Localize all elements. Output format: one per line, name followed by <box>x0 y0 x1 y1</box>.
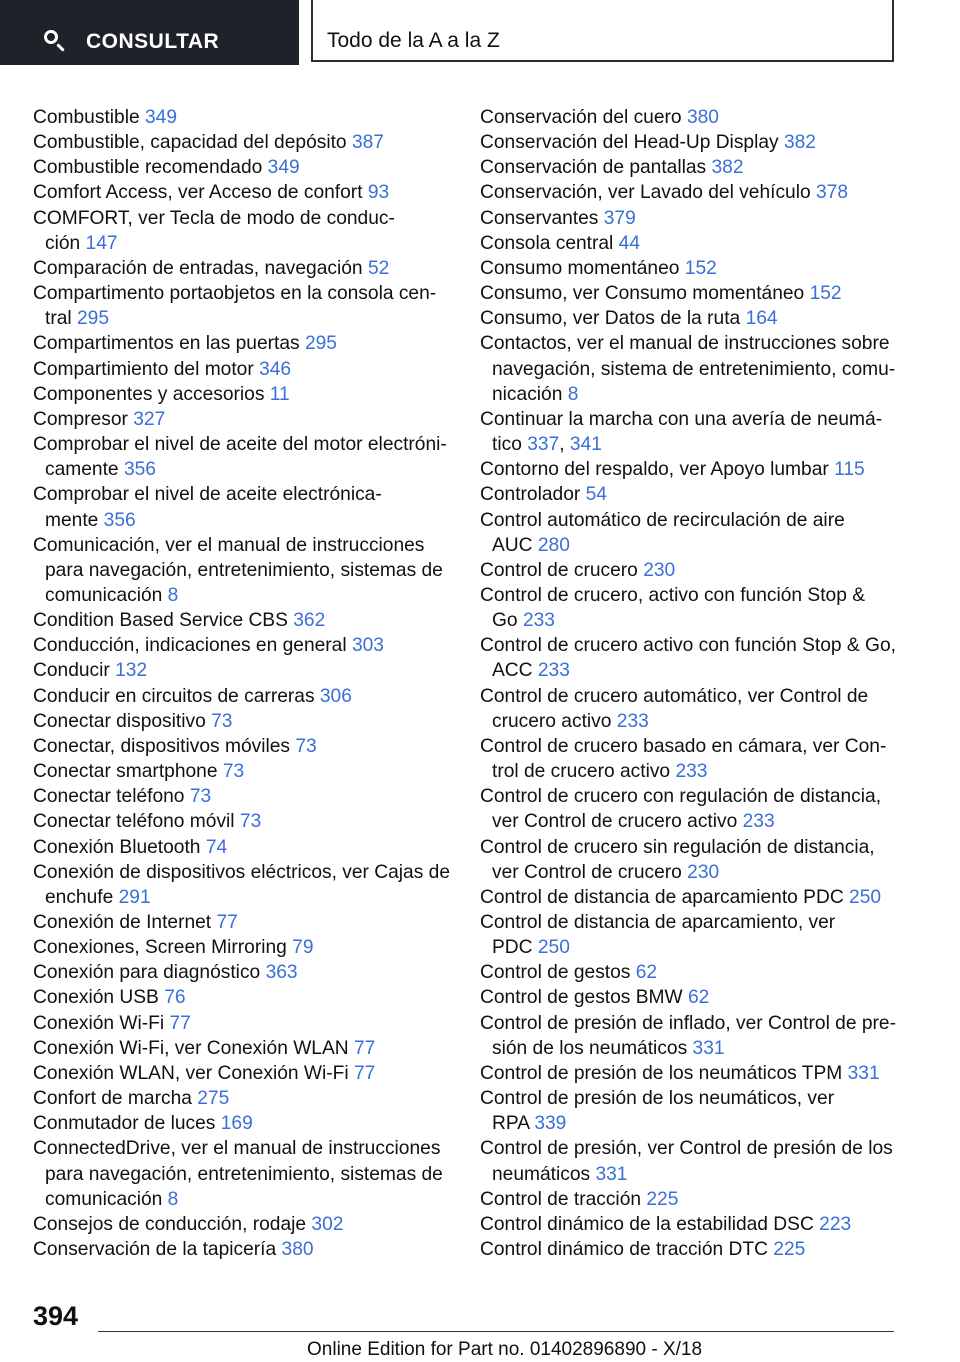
page-reference-link[interactable]: 230 <box>687 861 720 883</box>
index-entry <box>33 1136 453 1211</box>
index-entry <box>33 1061 453 1086</box>
index-entry-text: ver Control de crucero <box>492 861 682 883</box>
page-reference-link[interactable]: 147 <box>85 232 118 254</box>
page-reference-link[interactable]: 380 <box>686 107 719 128</box>
page-reference-link[interactable]: 331 <box>692 1037 725 1059</box>
page-reference-link[interactable]: 346 <box>259 358 292 380</box>
index-entry-text: comunicación <box>45 584 163 606</box>
page-reference-link[interactable]: 62 <box>687 987 710 1009</box>
page-reference-link[interactable]: 378 <box>816 182 849 204</box>
index-entry <box>33 860 453 910</box>
index-entry-text: Conservación del Head-Up Display <box>480 132 779 154</box>
index-entry <box>480 281 900 306</box>
index-entry <box>480 1136 900 1186</box>
index-entry-text: Conexión Bluetooth <box>33 836 201 858</box>
header-title-box <box>311 0 894 62</box>
index-entry <box>480 130 900 155</box>
search-icon <box>44 30 58 44</box>
index-entry-text: Conservación de la tapicería <box>33 1239 277 1261</box>
page-reference-link[interactable]: 73 <box>189 786 212 808</box>
page-reference-link[interactable]: 331 <box>847 1062 880 1084</box>
index-entry <box>33 709 453 734</box>
page-reference-link[interactable]: 115 <box>834 459 865 481</box>
index-entry <box>33 784 453 809</box>
index-entry-text: Control dinámico de tracción DTC <box>480 1239 768 1261</box>
page-reference-link[interactable]: 302 <box>311 1213 344 1235</box>
index-entry <box>480 583 900 633</box>
index-entry-text: Componentes y accesorios <box>33 383 265 405</box>
index-entry-text: Control de distancia de aparcamiento PDC <box>480 886 844 908</box>
index-entry-text: Control de crucero, activo con función Stop & <box>480 584 866 606</box>
index-entry <box>480 558 900 583</box>
index-entry-text: Control de crucero automático, ver Control de <box>480 685 869 707</box>
index-entry-text: Conexión de Internet <box>33 912 212 933</box>
page-reference-link[interactable]: 77 <box>353 1037 376 1059</box>
index-entry <box>33 482 453 532</box>
index-entry-text: Conexión para diagnóstico <box>33 962 261 984</box>
page-reference-link[interactable]: 306 <box>319 685 352 707</box>
index-entry <box>480 910 900 960</box>
page-reference-link[interactable]: 230 <box>643 559 676 581</box>
index-entry-text: Conservación, ver Lavado del vehículo <box>480 182 811 204</box>
index-entry-text: Consejos de conducción, rodaje <box>33 1213 307 1235</box>
index-entry-text: Condition Based Service CBS <box>33 610 288 632</box>
index-entry-text: Conducir <box>33 660 110 682</box>
index-entry-text: Control de crucero basado en cámara, ver Con- <box>480 735 887 757</box>
index-entry <box>480 256 900 281</box>
index-entry-text: Conectar dispositivo <box>33 710 206 732</box>
page-reference-link[interactable]: 233 <box>675 761 708 783</box>
index-entry-text: RPA <box>492 1113 529 1135</box>
index-entry <box>33 633 453 658</box>
index-entry-text: Control de presión de los neumáticos, ver <box>480 1088 835 1110</box>
index-entry-text: Control de distancia de aparcamiento, ver <box>480 912 836 933</box>
index-entry <box>480 1086 900 1136</box>
page-title: Todo de la A a la Z <box>327 29 500 52</box>
index-entry-text: Controlador <box>480 484 581 506</box>
index-entry-text: Comparación de entradas, navegación <box>33 257 363 279</box>
index-entry <box>33 256 453 281</box>
index-entry-text: Compartimiento del motor <box>33 358 254 380</box>
index-entry <box>33 985 453 1010</box>
index-entry <box>33 130 453 155</box>
index-entry <box>480 155 900 180</box>
index-entry-text: sión de los neumáticos <box>492 1037 688 1059</box>
index-entry-text: camente <box>45 459 119 481</box>
index-entry-text: ción <box>45 232 81 254</box>
index-entry <box>33 331 453 356</box>
index-entry <box>480 1237 900 1262</box>
index-entry <box>480 105 900 130</box>
page-reference-link[interactable]: 341 <box>569 434 602 456</box>
page-reference-link[interactable]: 387 <box>351 132 384 154</box>
index-entry-text: Control de gestos BMW <box>480 987 683 1009</box>
index-entry-text: Control de crucero activo con función Stop & Go, <box>480 635 896 657</box>
index-entry-text: Control de crucero con regulación de distancia, <box>480 786 882 808</box>
index-entry-text: trol de crucero activo <box>492 761 671 783</box>
index-entry-text: para navegación, entretenimiento, sistemas de <box>45 1163 443 1185</box>
index-entry <box>33 910 453 935</box>
index-entry-text: Conducir en circuitos de carreras <box>33 685 315 707</box>
index-entry-text: Conectar, dispositivos móviles <box>33 735 291 757</box>
page-reference-link[interactable]: 73 <box>222 761 245 783</box>
page-reference-link[interactable]: 339 <box>534 1113 567 1135</box>
page-reference-link[interactable]: 356 <box>123 459 156 481</box>
index-entry-text: Combustible <box>33 107 140 128</box>
page-reference-link[interactable]: 349 <box>267 157 300 179</box>
index-entry <box>480 1011 900 1061</box>
index-entry-text: Consumo momentáneo <box>480 257 680 279</box>
index-entry-text: Compartimentos en las puertas <box>33 333 300 355</box>
page-reference-link[interactable]: 76 <box>164 987 186 1009</box>
index-entry <box>480 1187 900 1212</box>
index-entry-text: Control de presión, ver Control de presión de los <box>480 1138 893 1160</box>
index-entry <box>480 835 900 885</box>
index-entry <box>33 432 453 482</box>
index-entry-text: Compresor <box>33 408 128 430</box>
page-reference-link[interactable]: 164 <box>745 308 778 330</box>
page-reference-link[interactable]: 132 <box>115 660 148 682</box>
header-section-tab[interactable] <box>0 0 299 65</box>
index-entry <box>33 1111 453 1136</box>
index-entry <box>480 508 900 558</box>
page-reference-link[interactable]: 8 <box>167 1188 179 1210</box>
index-entry <box>480 231 900 256</box>
index-entry-text: Conexión USB <box>33 987 159 1009</box>
index-entry-text: mente <box>45 509 99 531</box>
index-entry-text: para navegación, entretenimiento, sistemas de <box>45 559 443 581</box>
index-entry-text: comunicación <box>45 1188 163 1210</box>
index-entry-text: AUC <box>492 534 533 556</box>
page-reference-link[interactable]: 275 <box>197 1088 230 1110</box>
index-entry <box>480 180 900 205</box>
index-entry-text: Conectar smartphone <box>33 761 218 783</box>
index-entry <box>33 960 453 985</box>
index-entry-text: Control de presión de los neumáticos TPM <box>480 1062 843 1084</box>
index-entry <box>33 809 453 834</box>
page-number: 394 <box>33 1301 79 1331</box>
index-entry-text: Conservación del cuero <box>480 107 682 128</box>
index-entry <box>33 357 453 382</box>
index-entry-text: Contorno del respaldo, ver Apoyo lumbar <box>480 459 829 481</box>
page-reference-link[interactable]: 379 <box>603 207 636 229</box>
page-reference-link[interactable]: 169 <box>220 1113 253 1135</box>
page-reference-link[interactable]: 77 <box>353 1062 376 1084</box>
index-entry <box>33 1237 453 1262</box>
page-reference-link[interactable]: 356 <box>103 509 136 531</box>
index-entry-text: ConnectedDrive, ver el manual de instrucciones <box>33 1138 441 1160</box>
index-entry-text: Conexiones, Screen Mirroring <box>33 937 287 959</box>
index-entry-text: ver Control de crucero activo <box>492 811 738 833</box>
index-entry-text: ACC <box>492 660 533 682</box>
index-entry <box>480 784 900 834</box>
index-entry-text: Comprobar el nivel de aceite electrónica- <box>33 484 382 506</box>
page-reference-link[interactable]: 8 <box>167 584 179 606</box>
index-entry <box>33 759 453 784</box>
index-entry-text: Continuar la marcha con una avería de neumá- <box>480 408 883 430</box>
page-reference-link[interactable]: 382 <box>711 157 744 179</box>
page-reference-link[interactable]: 250 <box>849 886 882 908</box>
index-entry-text: Consumo, ver Consumo momentáneo <box>480 283 805 305</box>
index-entry <box>33 533 453 608</box>
index-entry-text: Consumo, ver Datos de la ruta <box>480 308 741 330</box>
page-reference-link[interactable]: 295 <box>77 308 110 330</box>
page-reference-link[interactable]: 77 <box>216 912 238 933</box>
page-reference-link[interactable]: 233 <box>616 710 649 732</box>
page-reference-link[interactable]: 74 <box>205 836 228 858</box>
index-entry-text: Conservación de pantallas <box>480 157 707 179</box>
page-reference-link[interactable]: 73 <box>239 811 262 833</box>
page-reference-link[interactable]: 362 <box>293 610 326 632</box>
page-reference-link[interactable]: 8 <box>567 383 579 405</box>
page-reference-link[interactable]: 52 <box>367 257 390 279</box>
index-entry <box>33 684 453 709</box>
index-entry-text: Conectar teléfono móvil <box>33 811 235 833</box>
page-reference-link[interactable]: 380 <box>281 1239 314 1261</box>
index-entry-text: Confort de marcha <box>33 1088 192 1110</box>
index-entry-text: Conexión de dispositivos eléctricos, ver Cajas de <box>33 861 451 883</box>
page-reference-link[interactable]: 93 <box>367 182 390 204</box>
index-entry-text: neumáticos <box>492 1163 591 1185</box>
index-entry <box>33 382 453 407</box>
index-entry-text: Go <box>492 610 518 632</box>
page-reference-link[interactable]: 225 <box>646 1188 679 1210</box>
index-entry <box>33 835 453 860</box>
index-entry-text: Conexión Wi-Fi <box>33 1012 165 1034</box>
index-entry-text: nicación <box>492 383 563 405</box>
index-column-left <box>33 105 453 1262</box>
index-entry-text: Conectar teléfono <box>33 786 185 808</box>
index-entry <box>33 407 453 432</box>
index-entry-text: COMFORT, ver Tecla de modo de conduc- <box>33 207 395 229</box>
index-entry <box>33 105 453 130</box>
page-reference-link[interactable]: 73 <box>211 710 233 732</box>
page-reference-link[interactable]: 152 <box>809 283 842 305</box>
page-reference-link[interactable]: 54 <box>585 484 607 506</box>
index-entry <box>480 1061 900 1086</box>
page-reference-link[interactable]: 327 <box>133 408 166 430</box>
page-reference-link[interactable]: 233 <box>537 660 570 682</box>
index-entry-text: Conexión Wi-Fi, ver Conexión WLAN <box>33 1037 349 1059</box>
page-reference-link[interactable]: 77 <box>169 1012 191 1034</box>
footer-divider <box>98 1331 894 1332</box>
index-entry-text: tral <box>45 308 72 330</box>
page-reference-link[interactable]: 337 <box>527 434 560 456</box>
page-reference-link[interactable]: 225 <box>773 1239 806 1261</box>
index-entry-text: Control de gestos <box>480 962 631 984</box>
index-entry-text: Comfort Access, ver Acceso de confort <box>33 182 363 204</box>
page-reference-link[interactable]: 11 <box>269 383 290 405</box>
page-reference-link[interactable]: 152 <box>684 257 717 279</box>
page-reference-link[interactable]: 223 <box>819 1213 852 1235</box>
index-entry-text: Combustible, capacidad del depósito <box>33 132 347 154</box>
index-entry-text: Conservantes <box>480 207 599 229</box>
index-entry-text: enchufe <box>45 886 114 908</box>
index-entry <box>33 206 453 256</box>
page-reference-link[interactable]: 62 <box>635 962 658 984</box>
index-entry <box>33 608 453 633</box>
page-reference-link[interactable]: 382 <box>783 132 816 154</box>
index-entry <box>33 935 453 960</box>
index-entry <box>33 1212 453 1237</box>
index-entry <box>480 1212 900 1237</box>
index-entry-text: Conmutador de luces <box>33 1113 216 1135</box>
index-entry <box>480 633 900 683</box>
index-entry <box>33 180 453 205</box>
index-entry: Continuar la marcha con una avería de neumá- tico 337, 341 <box>480 408 883 456</box>
index-entry-text: Compartimento portaobjetos en la consola cen- <box>33 283 437 305</box>
index-column-right <box>480 105 900 1262</box>
index-entry-text: Combustible recomendado <box>33 157 263 179</box>
index-entry <box>480 985 900 1010</box>
index-entry-text: Control automático de recirculación de aire <box>480 509 845 531</box>
index-entry-text: Control de presión de inflado, ver Control de pre- <box>480 1012 896 1034</box>
page-reference-link[interactable]: 250 <box>537 937 570 959</box>
footer-edition-text: Online Edition for Part no. 01402896890 - X/18 <box>307 1339 703 1360</box>
page-reference-link[interactable]: 44 <box>618 232 641 254</box>
index-entry-text: Contactos, ver el manual de instrucciones sobre <box>480 333 890 355</box>
index-entry-text: Control de tracción <box>480 1188 642 1210</box>
index-entry <box>480 306 900 331</box>
index-entry <box>480 331 900 406</box>
index-entry-text: tico <box>492 434 522 456</box>
index-entry <box>33 1011 453 1036</box>
page-reference-link[interactable]: 295 <box>304 333 337 355</box>
index-entry-text: crucero activo <box>492 710 612 732</box>
index-entry-text: Control de crucero sin regulación de distancia, <box>480 836 875 858</box>
page-reference-link[interactable]: 303 <box>351 635 384 657</box>
page-reference-link[interactable]: 73 <box>295 735 317 757</box>
index-entry-text: Control dinámico de la estabilidad DSC <box>480 1213 814 1235</box>
index-entry-text: Control de crucero <box>480 559 638 581</box>
page-reference-link[interactable]: 280 <box>537 534 570 556</box>
index-entry-text: Conexión WLAN, ver Conexión Wi-Fi <box>33 1062 349 1084</box>
page-reference-link[interactable]: 331 <box>595 1163 628 1185</box>
page-reference-link[interactable]: 349 <box>145 107 178 128</box>
index-entry <box>480 457 900 482</box>
index-entry <box>33 1086 453 1111</box>
index-entry <box>33 281 453 331</box>
page-reference-link[interactable]: 291 <box>118 886 151 908</box>
index-entry <box>480 482 900 507</box>
index-entry-text: Comunicación, ver el manual de instrucciones <box>33 534 425 556</box>
index-entry <box>480 684 900 734</box>
index-entry-text: PDC <box>492 937 533 959</box>
index-entry <box>33 155 453 180</box>
index-entry <box>33 734 453 759</box>
index-entry <box>480 960 900 985</box>
index-entry-text: Conducción, indicaciones en general <box>33 635 347 657</box>
index-entry <box>480 734 900 784</box>
index-entry <box>480 885 900 910</box>
page-reference-link[interactable]: 233 <box>522 610 555 632</box>
index-entry <box>33 658 453 683</box>
page-reference-link[interactable]: 233 <box>742 811 775 833</box>
page-reference-link[interactable]: 79 <box>292 937 314 959</box>
index-entry-text: navegación, sistema de entretenimiento, comu- <box>492 358 896 380</box>
section-label: CONSULTAR <box>86 30 220 53</box>
index-entry-text: Comprobar el nivel de aceite del motor electróni- <box>33 434 447 456</box>
index-entry <box>480 206 900 231</box>
page-reference-link[interactable]: 363 <box>265 962 298 984</box>
index-entry <box>33 1036 453 1061</box>
index-entry-text: Consola central <box>480 232 614 254</box>
